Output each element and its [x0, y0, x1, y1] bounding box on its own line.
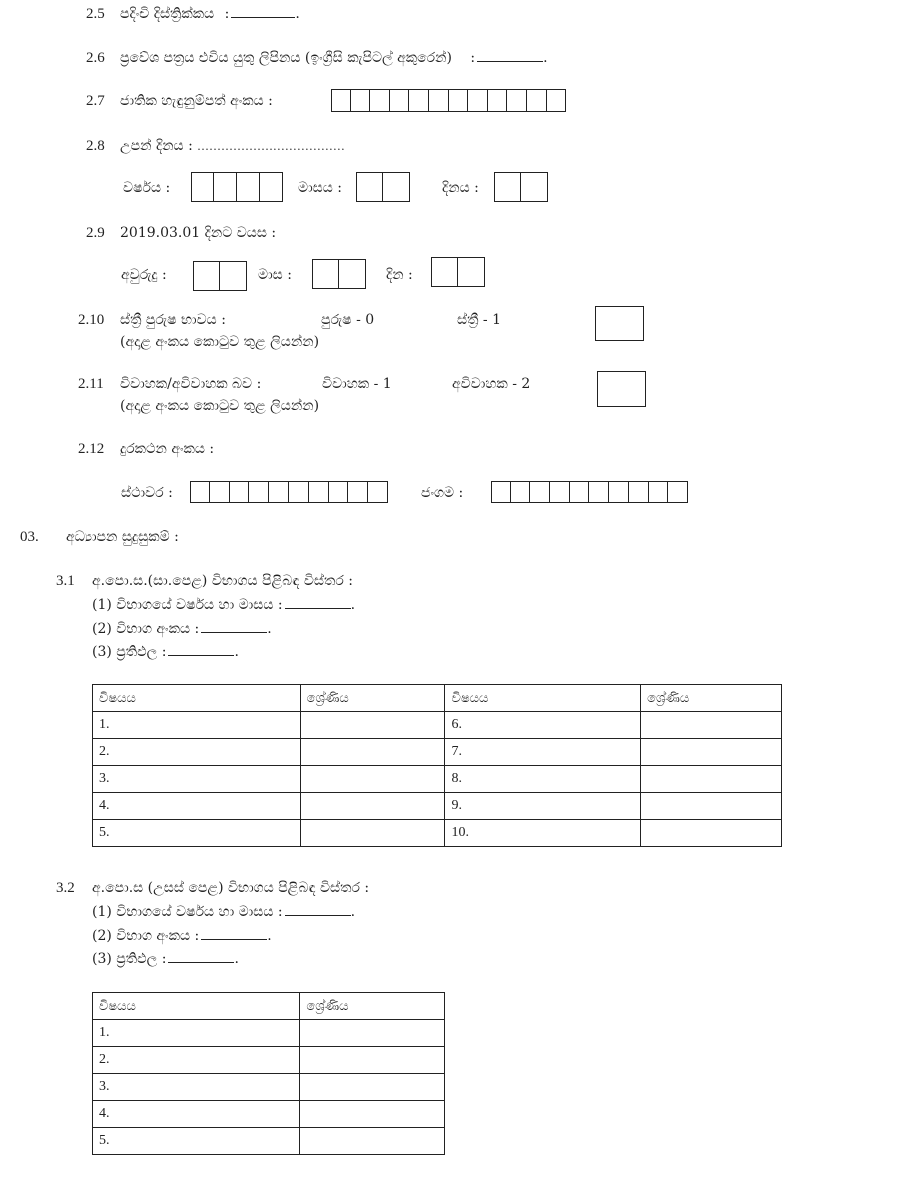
- al-exam-heading: අ.පො.ස (උසස් පෙළ) විභාගය පිළිබඳ විස්තර :: [92, 880, 370, 896]
- ol-results-label: (3) ප්‍රතිඵල :: [92, 644, 167, 660]
- subject-cell[interactable]: 2.: [93, 1047, 300, 1074]
- digit-box[interactable]: [269, 481, 289, 503]
- table-row: [93, 712, 782, 739]
- subject-cell[interactable]: 1.: [93, 1020, 300, 1047]
- gender-option-male: පුරුෂ - 0: [321, 312, 375, 328]
- subject-cell[interactable]: 7.: [445, 739, 641, 766]
- table-row: [93, 1074, 445, 1101]
- section-2-10-number: 2.10: [78, 312, 105, 328]
- digit-box[interactable]: [409, 89, 429, 112]
- digit-box[interactable]: [309, 481, 329, 503]
- dob-day-label: දිනය :: [442, 180, 479, 196]
- ol-results-field[interactable]: [168, 654, 234, 656]
- age-years-label: අවුරුදු :: [121, 267, 167, 283]
- dob-year-boxes[interactable]: [191, 172, 283, 202]
- grade-cell[interactable]: [300, 1128, 445, 1155]
- header-grade: ශ්‍රේණිය: [641, 685, 782, 712]
- nic-label: ජාතික හැඳුනුම්පත් අංකය :: [120, 93, 273, 109]
- dob-month-label: මාසය :: [298, 180, 342, 196]
- subject-cell[interactable]: 2.: [93, 739, 301, 766]
- grade-cell[interactable]: [641, 820, 782, 847]
- grade-cell[interactable]: [641, 766, 782, 793]
- grade-cell[interactable]: [300, 1047, 445, 1074]
- table-row: [93, 1020, 445, 1047]
- al-exam-year-label: (1) විභාගයේ වර්ෂය හා මාසය :: [92, 904, 283, 920]
- section-2-9-number: 2.9: [86, 225, 105, 241]
- age-years-boxes[interactable]: [193, 261, 247, 291]
- digit-box[interactable]: [370, 89, 390, 112]
- table-row: [93, 739, 782, 766]
- digit-box[interactable]: [491, 481, 511, 503]
- al-results-row: (3) ප්‍රතිඵල : .: [92, 951, 239, 967]
- header-subject: විෂයය: [445, 685, 641, 712]
- section-3-1-number: 3.1: [56, 573, 75, 589]
- age-days-label: දින :: [386, 267, 413, 283]
- al-exam-year-field[interactable]: [285, 914, 351, 916]
- digit-box[interactable]: [289, 481, 309, 503]
- section-3-number: 03.: [20, 529, 39, 545]
- digit-box[interactable]: [527, 89, 547, 112]
- ol-exam-year-label: (1) විභාගයේ වර්ෂය හා මාසය :: [92, 597, 283, 613]
- nic-number-boxes[interactable]: [331, 89, 566, 112]
- phone-mobile-boxes[interactable]: [491, 481, 688, 503]
- age-label: 2019.03.01 දිනට වයස :: [120, 225, 277, 241]
- subject-cell[interactable]: 10.: [445, 820, 641, 847]
- colon: :: [224, 6, 230, 22]
- dob-label: [120, 138, 345, 154]
- grade-cell[interactable]: [641, 739, 782, 766]
- subject-cell[interactable]: 4.: [93, 1101, 300, 1128]
- digit-box[interactable]: [668, 481, 688, 503]
- section-3-2-number: 3.2: [56, 880, 75, 896]
- grade-cell[interactable]: [300, 1020, 445, 1047]
- digit-box[interactable]: [210, 481, 230, 503]
- subject-cell[interactable]: 5.: [93, 820, 301, 847]
- residential-district-text: පදිංචි දිස්ත්‍රික්කය: [120, 6, 215, 22]
- digit-box[interactable]: [488, 89, 508, 112]
- ol-results-row: (3) ප්‍රතිඵල : .: [92, 644, 239, 660]
- digit-box[interactable]: [390, 89, 410, 112]
- dob-day-boxes[interactable]: [494, 172, 548, 202]
- education-qualifications-heading: අධ්‍යාපන සුදුසුකම් :: [66, 529, 179, 545]
- admission-address-field[interactable]: [477, 60, 543, 62]
- age-months-boxes[interactable]: [312, 259, 366, 289]
- ol-index-label: (2) විභාග අංකය :: [92, 621, 200, 637]
- marital-option-unmarried: අවිවාහක - 2: [452, 376, 531, 392]
- al-results-table: [92, 992, 445, 1155]
- gender-option-female: ස්ත්‍රී - 1: [457, 312, 501, 328]
- grade-cell[interactable]: [300, 739, 445, 766]
- gender-label: ස්ත්‍රී පුරුෂ භාවය :: [120, 312, 226, 328]
- table-row: [93, 1101, 445, 1128]
- dob-month-boxes[interactable]: [356, 172, 410, 202]
- header-grade: ශ්‍රේණිය: [300, 685, 445, 712]
- digit-box[interactable]: [249, 481, 269, 503]
- gender-note: (අදාළ අංකය කොටුව තුළ ලියන්න): [120, 334, 320, 350]
- digit-box[interactable]: [530, 481, 550, 503]
- al-index-field[interactable]: [201, 938, 267, 940]
- digit-box[interactable]: [348, 481, 368, 503]
- admission-address-label: [120, 50, 548, 66]
- section-2-6-number: 2.6: [86, 50, 105, 66]
- digit-box[interactable]: [511, 481, 531, 503]
- grade-cell[interactable]: [300, 1101, 445, 1128]
- al-index-row: (2) විභාග අංකය : .: [92, 928, 272, 944]
- subject-cell[interactable]: 9.: [445, 793, 641, 820]
- digit-box[interactable]: [329, 481, 349, 503]
- al-results-field[interactable]: [168, 961, 234, 963]
- age-months-label: මාස :: [258, 267, 292, 283]
- digit-box[interactable]: [190, 481, 210, 503]
- subject-cell[interactable]: 6.: [445, 712, 641, 739]
- period: .: [295, 6, 300, 22]
- marital-status-box[interactable]: [597, 371, 646, 407]
- grade-cell[interactable]: [300, 820, 445, 847]
- digit-box[interactable]: [550, 481, 570, 503]
- subject-cell[interactable]: 4.: [93, 793, 301, 820]
- header-grade: ශ්‍රේණිය: [300, 993, 445, 1020]
- phone-fixed-boxes[interactable]: [190, 481, 388, 503]
- colon: :: [470, 50, 476, 66]
- subject-cell[interactable]: 1.: [93, 712, 301, 739]
- phone-mobile-label: ජංගම :: [421, 485, 464, 501]
- gender-box[interactable]: [595, 306, 644, 341]
- table-row: [93, 766, 782, 793]
- table-row: [93, 1047, 445, 1074]
- section-2-7-number: 2.7: [86, 93, 105, 109]
- period: .: [543, 50, 548, 66]
- marital-option-married: විවාහක - 1: [322, 376, 392, 392]
- subject-cell[interactable]: 8.: [445, 766, 641, 793]
- residential-district-field[interactable]: [231, 16, 295, 18]
- al-index-label: (2) විභාග අංකය :: [92, 928, 200, 944]
- subject-cell[interactable]: 3.: [93, 1074, 300, 1101]
- digit-box[interactable]: [449, 89, 469, 112]
- section-2-11-number: 2.11: [78, 376, 104, 392]
- age-days-boxes[interactable]: [431, 257, 485, 287]
- subject-cell[interactable]: 5.: [93, 1128, 300, 1155]
- subject-cell[interactable]: 3.: [93, 766, 301, 793]
- header-subject: විෂයය: [93, 993, 300, 1020]
- digit-box[interactable]: [351, 89, 371, 112]
- table-header-row: [93, 685, 782, 712]
- table-row: [93, 793, 782, 820]
- dob-year-label: වර්ෂය :: [123, 180, 171, 196]
- dob-text: උපන් දිනය :: [120, 138, 193, 154]
- digit-box[interactable]: [629, 481, 649, 503]
- ol-exam-year-row: (1) විභාගයේ වර්ෂය හා මාසය : .: [92, 597, 356, 613]
- digit-box[interactable]: [429, 89, 449, 112]
- digit-box[interactable]: [468, 89, 488, 112]
- digit-box[interactable]: [547, 89, 567, 112]
- header-subject: විෂයය: [93, 685, 301, 712]
- grade-cell[interactable]: [300, 1074, 445, 1101]
- digit-box[interactable]: [609, 481, 629, 503]
- digit-box[interactable]: [589, 481, 609, 503]
- table-header-row: [93, 993, 445, 1020]
- grade-cell[interactable]: [300, 793, 445, 820]
- table-row: [93, 1128, 445, 1155]
- ol-index-field[interactable]: [201, 631, 267, 633]
- dob-dotted-line[interactable]: .....................................: [197, 140, 346, 153]
- digit-box[interactable]: [230, 481, 250, 503]
- table-row: [93, 820, 782, 847]
- section-2-12-number: 2.12: [78, 441, 105, 457]
- ol-exam-year-field[interactable]: [285, 607, 351, 609]
- grade-cell[interactable]: [300, 712, 445, 739]
- phone-fixed-label: ස්ථාවර :: [121, 485, 173, 501]
- al-results-label: (3) ප්‍රතිඵල :: [92, 951, 167, 967]
- grade-cell[interactable]: [641, 793, 782, 820]
- marital-status-label: විවාහක/අවිවාහක බව :: [120, 376, 262, 392]
- marital-note: (අදාළ අංකය කොටුව තුළ ලියන්න): [120, 398, 320, 414]
- digit-box[interactable]: [649, 481, 669, 503]
- grade-cell[interactable]: [300, 766, 445, 793]
- al-exam-year-row: (1) විභාගයේ වර්ෂය හා මාසය : .: [92, 904, 356, 920]
- ol-results-table: [92, 684, 782, 847]
- ol-index-row: (2) විභාග අංකය : .: [92, 621, 272, 637]
- section-2-8-number: 2.8: [86, 138, 105, 154]
- digit-box[interactable]: [570, 481, 590, 503]
- digit-box[interactable]: [507, 89, 527, 112]
- digit-box[interactable]: [331, 89, 351, 112]
- digit-box[interactable]: [368, 481, 388, 503]
- grade-cell[interactable]: [641, 712, 782, 739]
- section-2-5-number: 2.5: [86, 6, 105, 22]
- phone-label: දුරකථන අංකය :: [120, 441, 215, 457]
- admission-address-text: ප්‍රවේශ පත්‍රය එවිය යුතු ලිපිනය (ඉංග්‍රීසි කැපිටල් අකුරෙන්): [120, 50, 452, 66]
- ol-exam-heading: අ.පො.ස.(සා.පෙළ) විභාගය පිළිබඳ විස්තර :: [92, 573, 353, 589]
- residential-district-label: [120, 6, 300, 22]
